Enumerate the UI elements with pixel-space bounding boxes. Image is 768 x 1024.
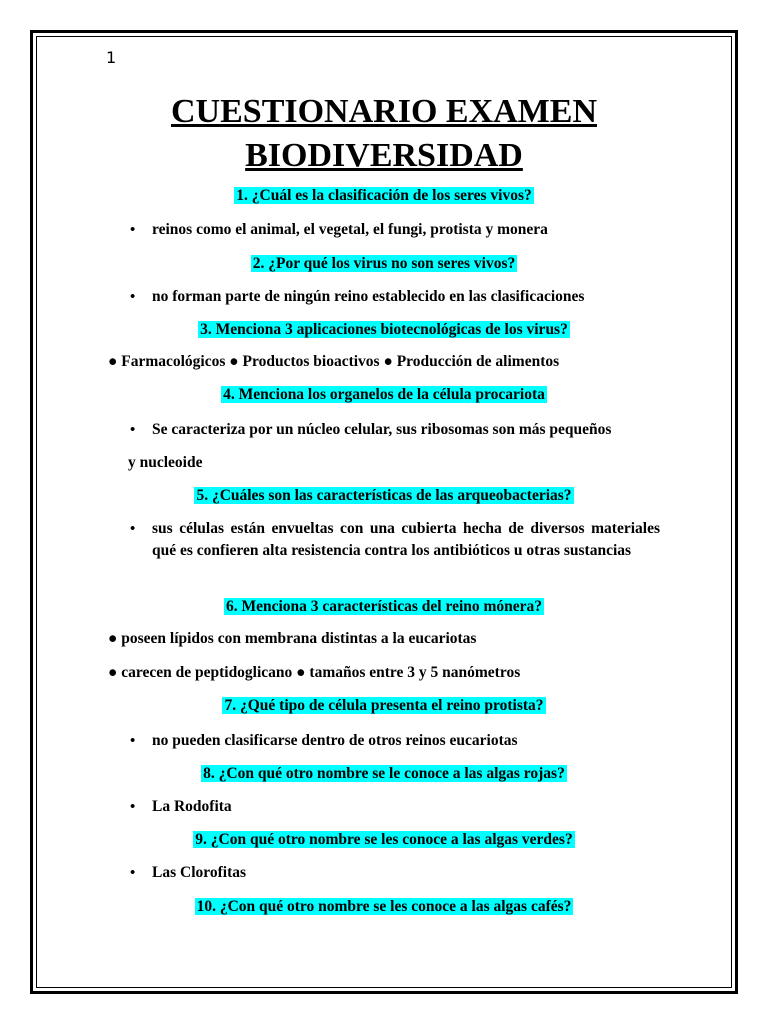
question-2 — [0, 254, 768, 274]
bullet: • — [130, 799, 136, 815]
bullet: • — [130, 865, 136, 881]
question-9-text: 9. ¿Con qué otro nombre se les conoce a las algas verdes? — [195, 831, 573, 848]
question-1-text: 1. ¿Cuál es la clasificación de los seres vivos? — [236, 187, 532, 204]
bullet: • — [130, 289, 136, 305]
document-title-line2: BIODIVERSIDAD — [245, 137, 523, 174]
question-8 — [0, 764, 768, 784]
bullet: • — [130, 733, 136, 749]
question-10-text: 10. ¿Con qué otro nombre se les conoce a las algas cafés? — [196, 898, 572, 915]
question-4 — [0, 385, 768, 405]
question-7 — [0, 696, 768, 716]
answer-7: no pueden clasificarse dentro de otros reinos eucariotas — [152, 732, 518, 749]
bullet: • — [130, 222, 136, 238]
question-9 — [0, 830, 768, 850]
question-4-text: 4. Menciona los organelos de la célula procariota — [223, 386, 545, 403]
question-5-text: 5. ¿Cuáles son las características de las arqueobacterias? — [196, 487, 572, 504]
answer-1: reinos como el animal, el vegetal, el fungi, protista y monera — [152, 221, 548, 238]
question-8-text: 8. ¿Con qué otro nombre se le conoce a las algas rojas? — [203, 765, 565, 782]
question-6 — [0, 597, 768, 617]
question-1 — [0, 186, 768, 206]
question-3 — [0, 320, 768, 340]
page-number: 1 — [106, 48, 117, 67]
answer-5: sus células están envueltas con una cubierta hecha de diversos materiales qué es confieren alta resistencia contra los antibióticos u otras sustancias — [152, 520, 660, 559]
question-3-text: 3. Menciona 3 aplicaciones biotecnológicas de los virus? — [200, 321, 568, 338]
question-6-text: 6. Menciona 3 características del reino mónera? — [225, 598, 543, 615]
question-7-text: 7. ¿Qué tipo de célula presenta el reino protista? — [224, 697, 544, 714]
question-5 — [0, 486, 768, 506]
answer-2: no forman parte de ningún reino establecido en las clasificaciones — [152, 288, 585, 305]
answer-6: ● poseen lípidos con membrana distintas a la eucariotas — [108, 630, 477, 647]
answer-8: La Rodofita — [152, 798, 232, 815]
answer-4: Se caracteriza por un núcleo celular, sus ribosomas son más pequeños — [152, 421, 612, 438]
bullet: • — [130, 521, 136, 537]
answer-6-continued: ● carecen de peptidoglicano ● tamaños entre 3 y 5 nanómetros — [108, 664, 521, 681]
document-title-line1: CUESTIONARIO EXAMEN — [171, 93, 597, 130]
answer-4-continued: y nucleoide — [128, 454, 203, 471]
answer-9: Las Clorofitas — [152, 864, 247, 881]
question-2-text: 2. ¿Por qué los virus no son seres vivos? — [252, 255, 516, 272]
answer-3: ● Farmacológicos ● Productos bioactivos ● Producción de alimentos — [108, 353, 560, 370]
question-10 — [0, 897, 768, 917]
bullet: • — [130, 422, 136, 438]
